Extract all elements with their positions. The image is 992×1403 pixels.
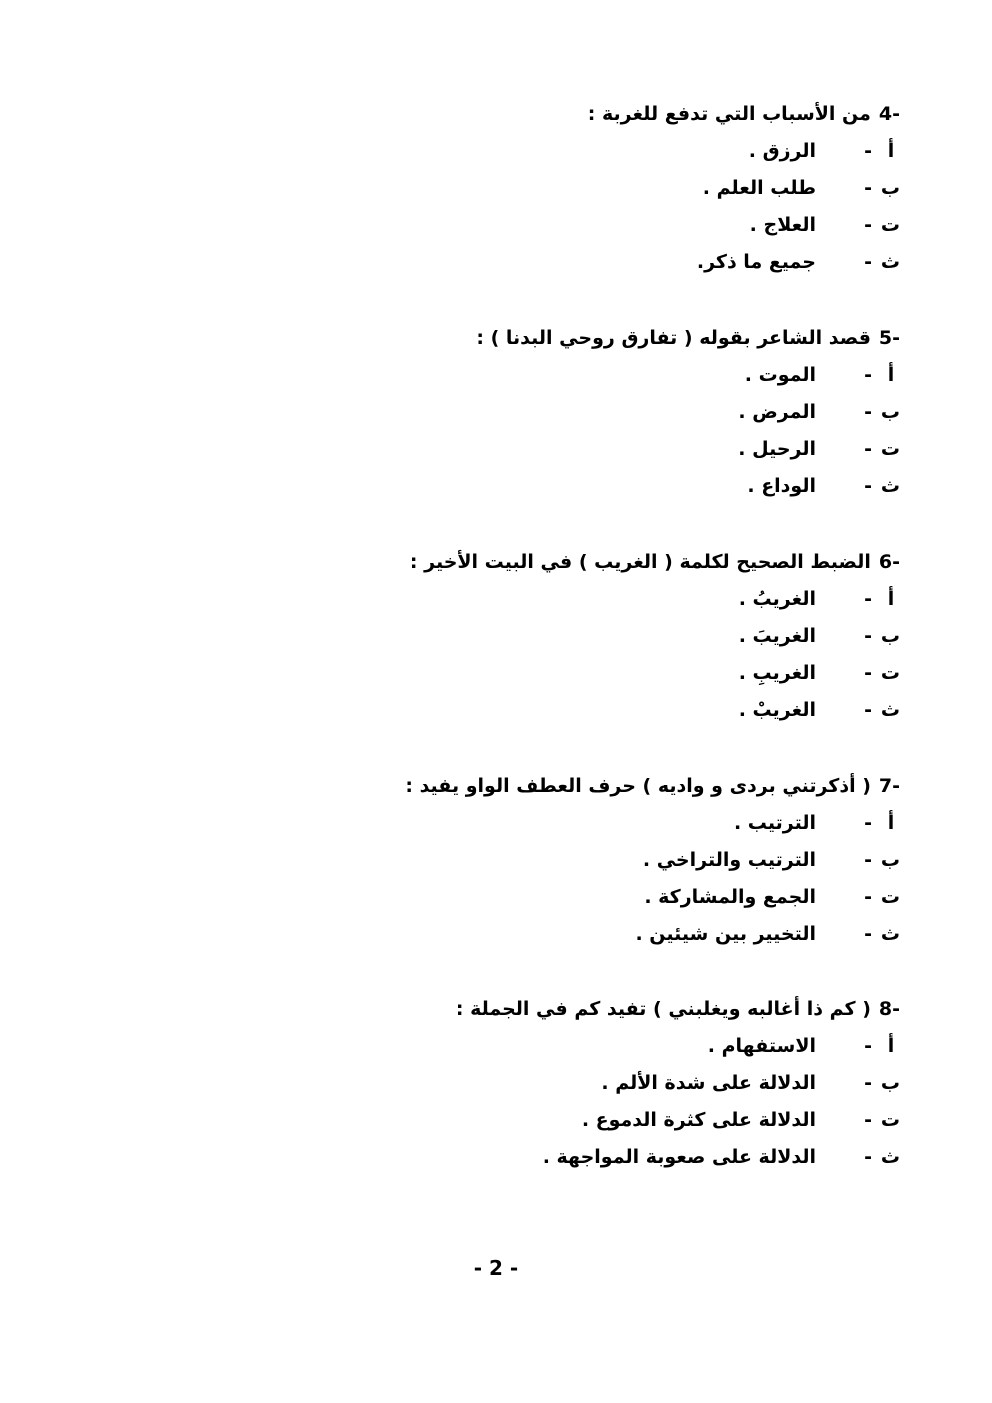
option-c [260, 655, 900, 692]
option-text: المرض . [738, 401, 816, 423]
question-5 [260, 320, 900, 505]
question-number: 4- [878, 103, 900, 125]
option-text: الدلالة على صعوبة المواجهة . [542, 1146, 816, 1168]
option-text: الدلالة على شدة الألم . [601, 1072, 816, 1094]
option-dash: - [864, 401, 872, 423]
option-text: الغريبُ . [738, 588, 816, 610]
option-d [260, 468, 900, 505]
option-dash: - [864, 812, 872, 834]
option-b [260, 170, 900, 207]
question-8 [260, 991, 900, 1176]
option-text: الغريبْ . [738, 699, 816, 721]
question-7 [260, 768, 900, 953]
option-letter: أ [887, 812, 895, 834]
option-text: الموت . [744, 364, 816, 386]
question-number: 8- [878, 998, 900, 1020]
option-text: الدلالة على كثرة الدموع . [581, 1109, 816, 1131]
option-text: الترتيب والتراخي . [642, 849, 816, 871]
option-letter: أ [887, 364, 895, 386]
option-text: الترتيب . [733, 812, 816, 834]
option-letter: ت [880, 886, 900, 908]
option-a [260, 805, 900, 842]
question-text: قصد الشاعر بقوله ( تفارق روحي البدنا ) : [476, 327, 871, 349]
option-dash: - [864, 1146, 872, 1168]
option-d [260, 1139, 900, 1176]
question-text: ( أذكرتني بردى و واديه ) حرف العطف الواو يفيد : [405, 775, 871, 797]
option-b [260, 842, 900, 879]
question-stem [260, 991, 900, 1028]
option-dash: - [864, 364, 872, 386]
option-d [260, 692, 900, 729]
option-letter: ث [880, 475, 900, 497]
option-text: الغريبَ . [738, 625, 816, 647]
question-stem [260, 320, 900, 357]
option-dash: - [864, 177, 872, 199]
option-text: العلاج . [749, 214, 816, 236]
option-dash: - [864, 588, 872, 610]
question-number: 5- [878, 327, 900, 349]
option-letter: ب [880, 625, 900, 647]
option-a [260, 133, 900, 170]
question-text: من الأسباب التي تدفع للغربة : [587, 103, 871, 125]
option-letter: ت [880, 662, 900, 684]
option-letter: ث [880, 1146, 900, 1168]
option-letter: أ [887, 588, 895, 610]
option-letter: ث [880, 251, 900, 273]
option-letter: ت [880, 214, 900, 236]
question-text: ( كم ذا أغالبه ويغلبني ) تفيد كم في الجملة : [455, 998, 871, 1020]
question-6 [260, 544, 900, 729]
option-letter: ب [880, 1072, 900, 1094]
option-letter: أ [887, 140, 895, 162]
option-b [260, 394, 900, 431]
question-number: 7- [878, 775, 900, 797]
option-dash: - [864, 251, 872, 273]
question-4 [260, 96, 900, 281]
option-dash: - [864, 475, 872, 497]
option-dash: - [864, 662, 872, 684]
option-text: التخيير بين شيئين . [635, 923, 816, 945]
option-dash: - [864, 140, 872, 162]
page-number: - 2 - [473, 1256, 519, 1280]
option-b [260, 618, 900, 655]
option-text: طلب العلم . [702, 177, 816, 199]
option-text: الغريبِ . [738, 662, 816, 684]
option-dash: - [864, 1035, 872, 1057]
option-text: الوداع . [747, 475, 816, 497]
option-dash: - [864, 923, 872, 945]
option-text: الرزق . [748, 140, 816, 162]
question-number: 6- [878, 551, 900, 573]
option-letter: ب [880, 401, 900, 423]
option-dash: - [864, 886, 872, 908]
option-letter: أ [887, 1035, 895, 1057]
option-letter: ب [880, 177, 900, 199]
option-a [260, 581, 900, 618]
option-c [260, 207, 900, 244]
question-stem [260, 544, 900, 581]
option-dash: - [864, 214, 872, 236]
option-c [260, 1102, 900, 1139]
option-letter: ت [880, 1109, 900, 1131]
option-c [260, 879, 900, 916]
option-text: الاستفهام . [707, 1035, 816, 1057]
option-dash: - [864, 625, 872, 647]
option-d [260, 244, 900, 281]
option-text: جميع ما ذكر. [696, 251, 816, 273]
option-a [260, 1028, 900, 1065]
option-dash: - [864, 1109, 872, 1131]
option-letter: ث [880, 699, 900, 721]
option-dash: - [864, 849, 872, 871]
option-dash: - [864, 1072, 872, 1094]
question-stem [260, 96, 900, 133]
option-d [260, 916, 900, 953]
option-text: الرحيل . [738, 438, 816, 460]
option-b [260, 1065, 900, 1102]
option-dash: - [864, 699, 872, 721]
option-letter: ت [880, 438, 900, 460]
question-text: الضبط الصحيح لكلمة ( الغريب ) في البيت الأخير : [409, 551, 871, 573]
option-letter: ب [880, 849, 900, 871]
option-dash: - [864, 438, 872, 460]
option-c [260, 431, 900, 468]
question-stem [260, 768, 900, 805]
option-letter: ث [880, 923, 900, 945]
option-text: الجمع والمشاركة . [644, 886, 816, 908]
option-a [260, 357, 900, 394]
